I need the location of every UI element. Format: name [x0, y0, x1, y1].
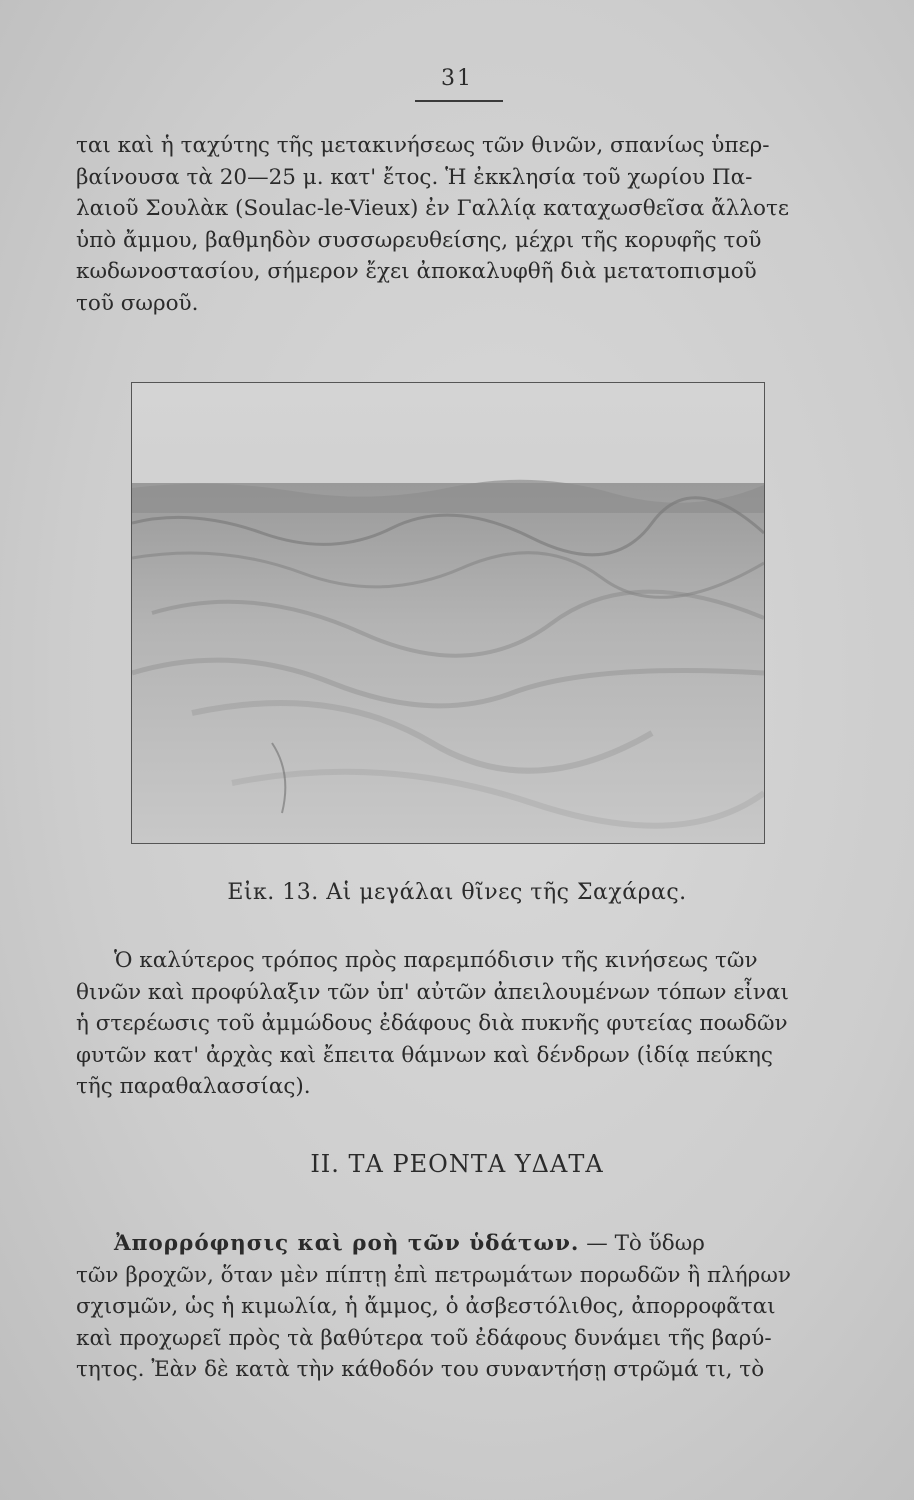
paragraph-lead-rest: — Τὸ ὕδωρ — [579, 1231, 705, 1256]
text-line: βαίνουσα τὰ 20—25 μ. κατ' ἔτος. Ἡ ἐκκλησία τοῦ χωρίου Πα- — [76, 164, 753, 190]
text-line: ὑπὸ ἄμμου, βαθμηδὸν συσσωρευθείσης, μέχρι τῆς κορυφῆς τοῦ — [76, 227, 762, 253]
text-line: καὶ προχωρεῖ πρὸς τὰ βαθύτερα τοῦ ἐδάφους δυνάμει τῆς βαρύ- — [76, 1325, 772, 1351]
text-line: φυτῶν κατ' ἀρχὰς καὶ ἔπειτα θάμνων καὶ δένδρων (ἰδίᾳ πεύκης — [76, 1042, 773, 1068]
text-line: λαιοῦ Σουλὰκ (Soulac-le-Vieux) ἐν Γαλλίᾳ καταχωσθεῖσα ἄλλοτε — [76, 196, 790, 221]
text-line: τῆς παραθαλασσίας). — [76, 1074, 311, 1099]
section-heading: ΙΙ. ΤΑ ΡΕΟΝΤΑ ΥΔΑΤΑ — [310, 1150, 604, 1178]
text-line — [76, 1228, 818, 1260]
text-line: τῶν βροχῶν, ὅταν μὲν πίπτῃ ἐπὶ πετρωμάτων πορωδῶν ἢ πλήρων — [76, 1262, 791, 1288]
paragraph-sand-dunes-movement — [76, 130, 818, 319]
paragraph-dune-stabilization — [76, 945, 818, 1103]
figure-sahara-dunes-photo — [131, 382, 765, 844]
figure-caption: Εἰκ. 13. Αἱ μεγάλαι θῖνες τῆς Σαχάρας. — [227, 880, 687, 905]
text-line: σχισμῶν, ὡς ἡ κιμωλία, ἡ ἄμμος, ὁ ἀσβεστόλιθος, ἀπορροφᾶται — [76, 1294, 776, 1319]
text-line: τητος. Ἐὰν δὲ κατὰ τὴν κάθοδόν του συναντήσῃ στρῶμά τι, τὸ — [76, 1357, 765, 1382]
paragraph-water-absorption — [76, 1228, 818, 1386]
text-line: κωδωνοστασίου, σήμερον ἔχει ἀποκαλυφθῆ διὰ μετατοπισμοῦ — [76, 259, 757, 284]
text-line: ἡ στερέωσις τοῦ ἀμμώδους ἐδάφους διὰ πυκνῆς φυτείας ποωδῶν — [76, 1011, 788, 1036]
dunes-photo-illustration — [132, 383, 764, 843]
text-line: Ὁ καλύτερος τρόπος πρὸς παρεμπόδισιν τῆς κινήσεως τῶν — [114, 948, 758, 973]
page-number-rule — [415, 100, 503, 102]
text-line: θινῶν καὶ προφύλαξιν τῶν ὑπ' αὐτῶν ἀπειλουμένων τόπων εἶναι — [76, 979, 789, 1005]
text-line: ται καὶ ἡ ταχύτης τῆς μετακινήσεως τῶν θινῶν, σπανίως ὑπερ- — [76, 133, 770, 158]
page-number: 31 — [441, 66, 473, 91]
text-line: τοῦ σωροῦ. — [76, 290, 199, 316]
paragraph-lead-title: Ἀπορρόφησις καὶ ροὴ τῶν ὑδάτων. — [114, 1231, 580, 1256]
